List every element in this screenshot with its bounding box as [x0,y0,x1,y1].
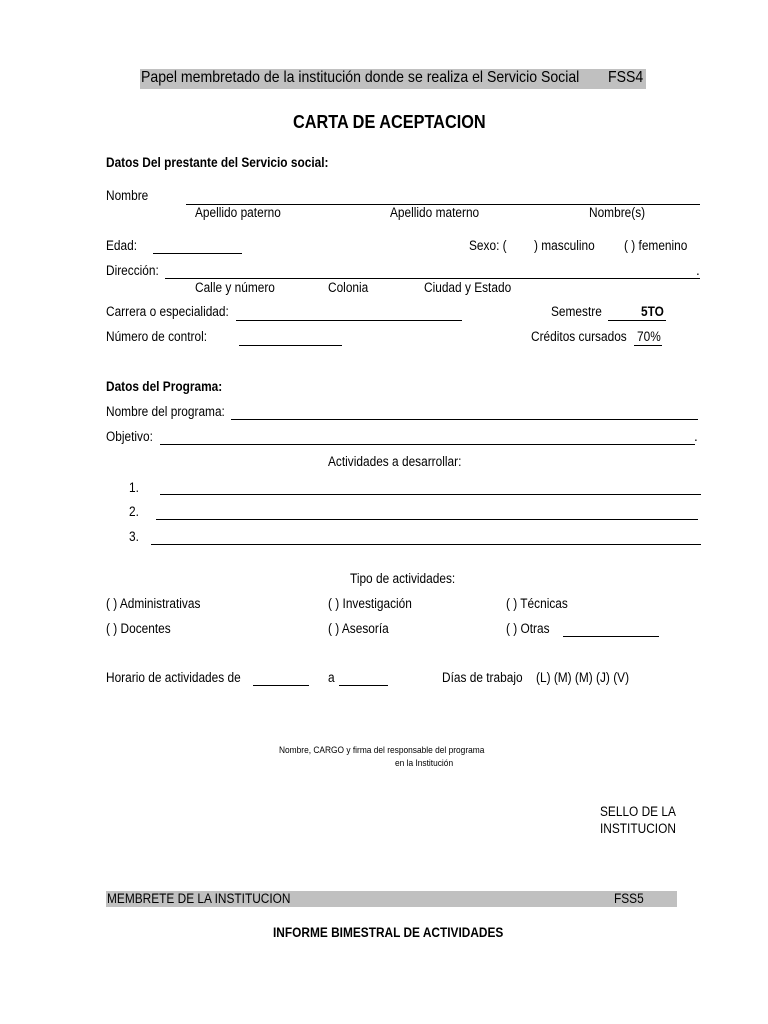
tipo-otras-option[interactable]: ( ) Otras [506,621,550,636]
nombre-label: Nombre [106,188,149,203]
control-field[interactable] [239,345,342,346]
letterhead-code: FSS4 [608,69,644,86]
apellido-paterno-caption: Apellido paterno [195,205,281,220]
nombres-caption: Nombre(s) [589,205,646,220]
sello-line-1: SELLO DE LA [600,804,676,819]
sexo-label: Sexo: ( [469,238,507,253]
membrete-text: MEMBRETE DE LA INSTITUCION [107,891,291,906]
tipo-tecnicas-option[interactable]: ( ) Técnicas [506,596,568,611]
actividad-number-2: 2. [129,504,139,519]
firma-line-2: en la Institución [395,758,454,769]
horario-desde-field[interactable] [253,685,309,686]
objetivo-label: Objetivo: [106,429,153,444]
tipo-asesoria-option[interactable]: ( ) Asesoría [328,621,389,636]
actividad-number-3: 3. [129,529,139,544]
edad-label: Edad: [106,238,138,253]
tipo-investigacion-option[interactable]: ( ) Investigación [328,596,412,611]
programa-nombre-field[interactable] [231,419,698,420]
dias-options[interactable]: (L) (M) (M) (J) (V) [536,670,630,685]
actividad-field-2[interactable] [156,519,698,520]
page-title: CARTA DE ACEPTACION [293,111,486,132]
prestante-heading: Datos Del prestante del Servicio social: [106,155,329,170]
otras-field[interactable] [563,636,659,637]
apellido-materno-caption: Apellido materno [390,205,480,220]
creditos-underline [634,345,662,346]
edad-field[interactable] [153,253,242,254]
actividad-field-1[interactable] [160,494,701,495]
semestre-underline [608,320,666,321]
tipo-docentes-option[interactable]: ( ) Docentes [106,621,171,636]
direccion-end-period: . [696,263,700,278]
horario-hasta-field[interactable] [339,685,388,686]
actividades-label: Actividades a desarrollar: [328,454,462,469]
calle-caption: Calle y número [195,280,275,295]
sello-line-2: INSTITUCION [600,821,676,836]
sexo-femenino-option[interactable]: ( ) femenino [624,238,688,253]
tipo-heading: Tipo de actividades: [350,571,456,586]
sexo-masculino-option[interactable]: ) masculino [534,238,595,253]
semestre-value: 5TO [641,304,664,319]
horario-label: Horario de actividades de [106,670,241,685]
colonia-caption: Colonia [328,280,369,295]
programa-heading: Datos del Programa: [106,379,223,394]
direccion-field[interactable] [165,278,700,279]
membrete-code: FSS5 [614,891,644,906]
objetivo-end-period: . [694,429,698,444]
firma-line-1: Nombre, CARGO y firma del responsable del programa [279,745,485,756]
tipo-administrativas-option[interactable]: ( ) Administrativas [106,596,201,611]
control-label: Número de control: [106,329,208,344]
carrera-field[interactable] [236,320,462,321]
carrera-label: Carrera o especialidad: [106,304,229,319]
informe-title: INFORME BIMESTRAL DE ACTIVIDADES [273,925,504,940]
objetivo-field[interactable] [160,444,695,445]
creditos-value: 70% [637,329,661,344]
creditos-label: Créditos cursados [531,329,627,344]
ciudad-caption: Ciudad y Estado [424,280,512,295]
direccion-label: Dirección: [106,263,159,278]
programa-nombre-label: Nombre del programa: [106,404,225,419]
dias-label: Días de trabajo [442,670,523,685]
letterhead-text: Papel membretado de la institución donde se realiza el Servicio Social [141,69,580,86]
actividad-field-3[interactable] [151,544,701,545]
semestre-label: Semestre [551,304,602,319]
horario-a-label: a [328,670,335,685]
actividad-number-1: 1. [129,480,139,495]
